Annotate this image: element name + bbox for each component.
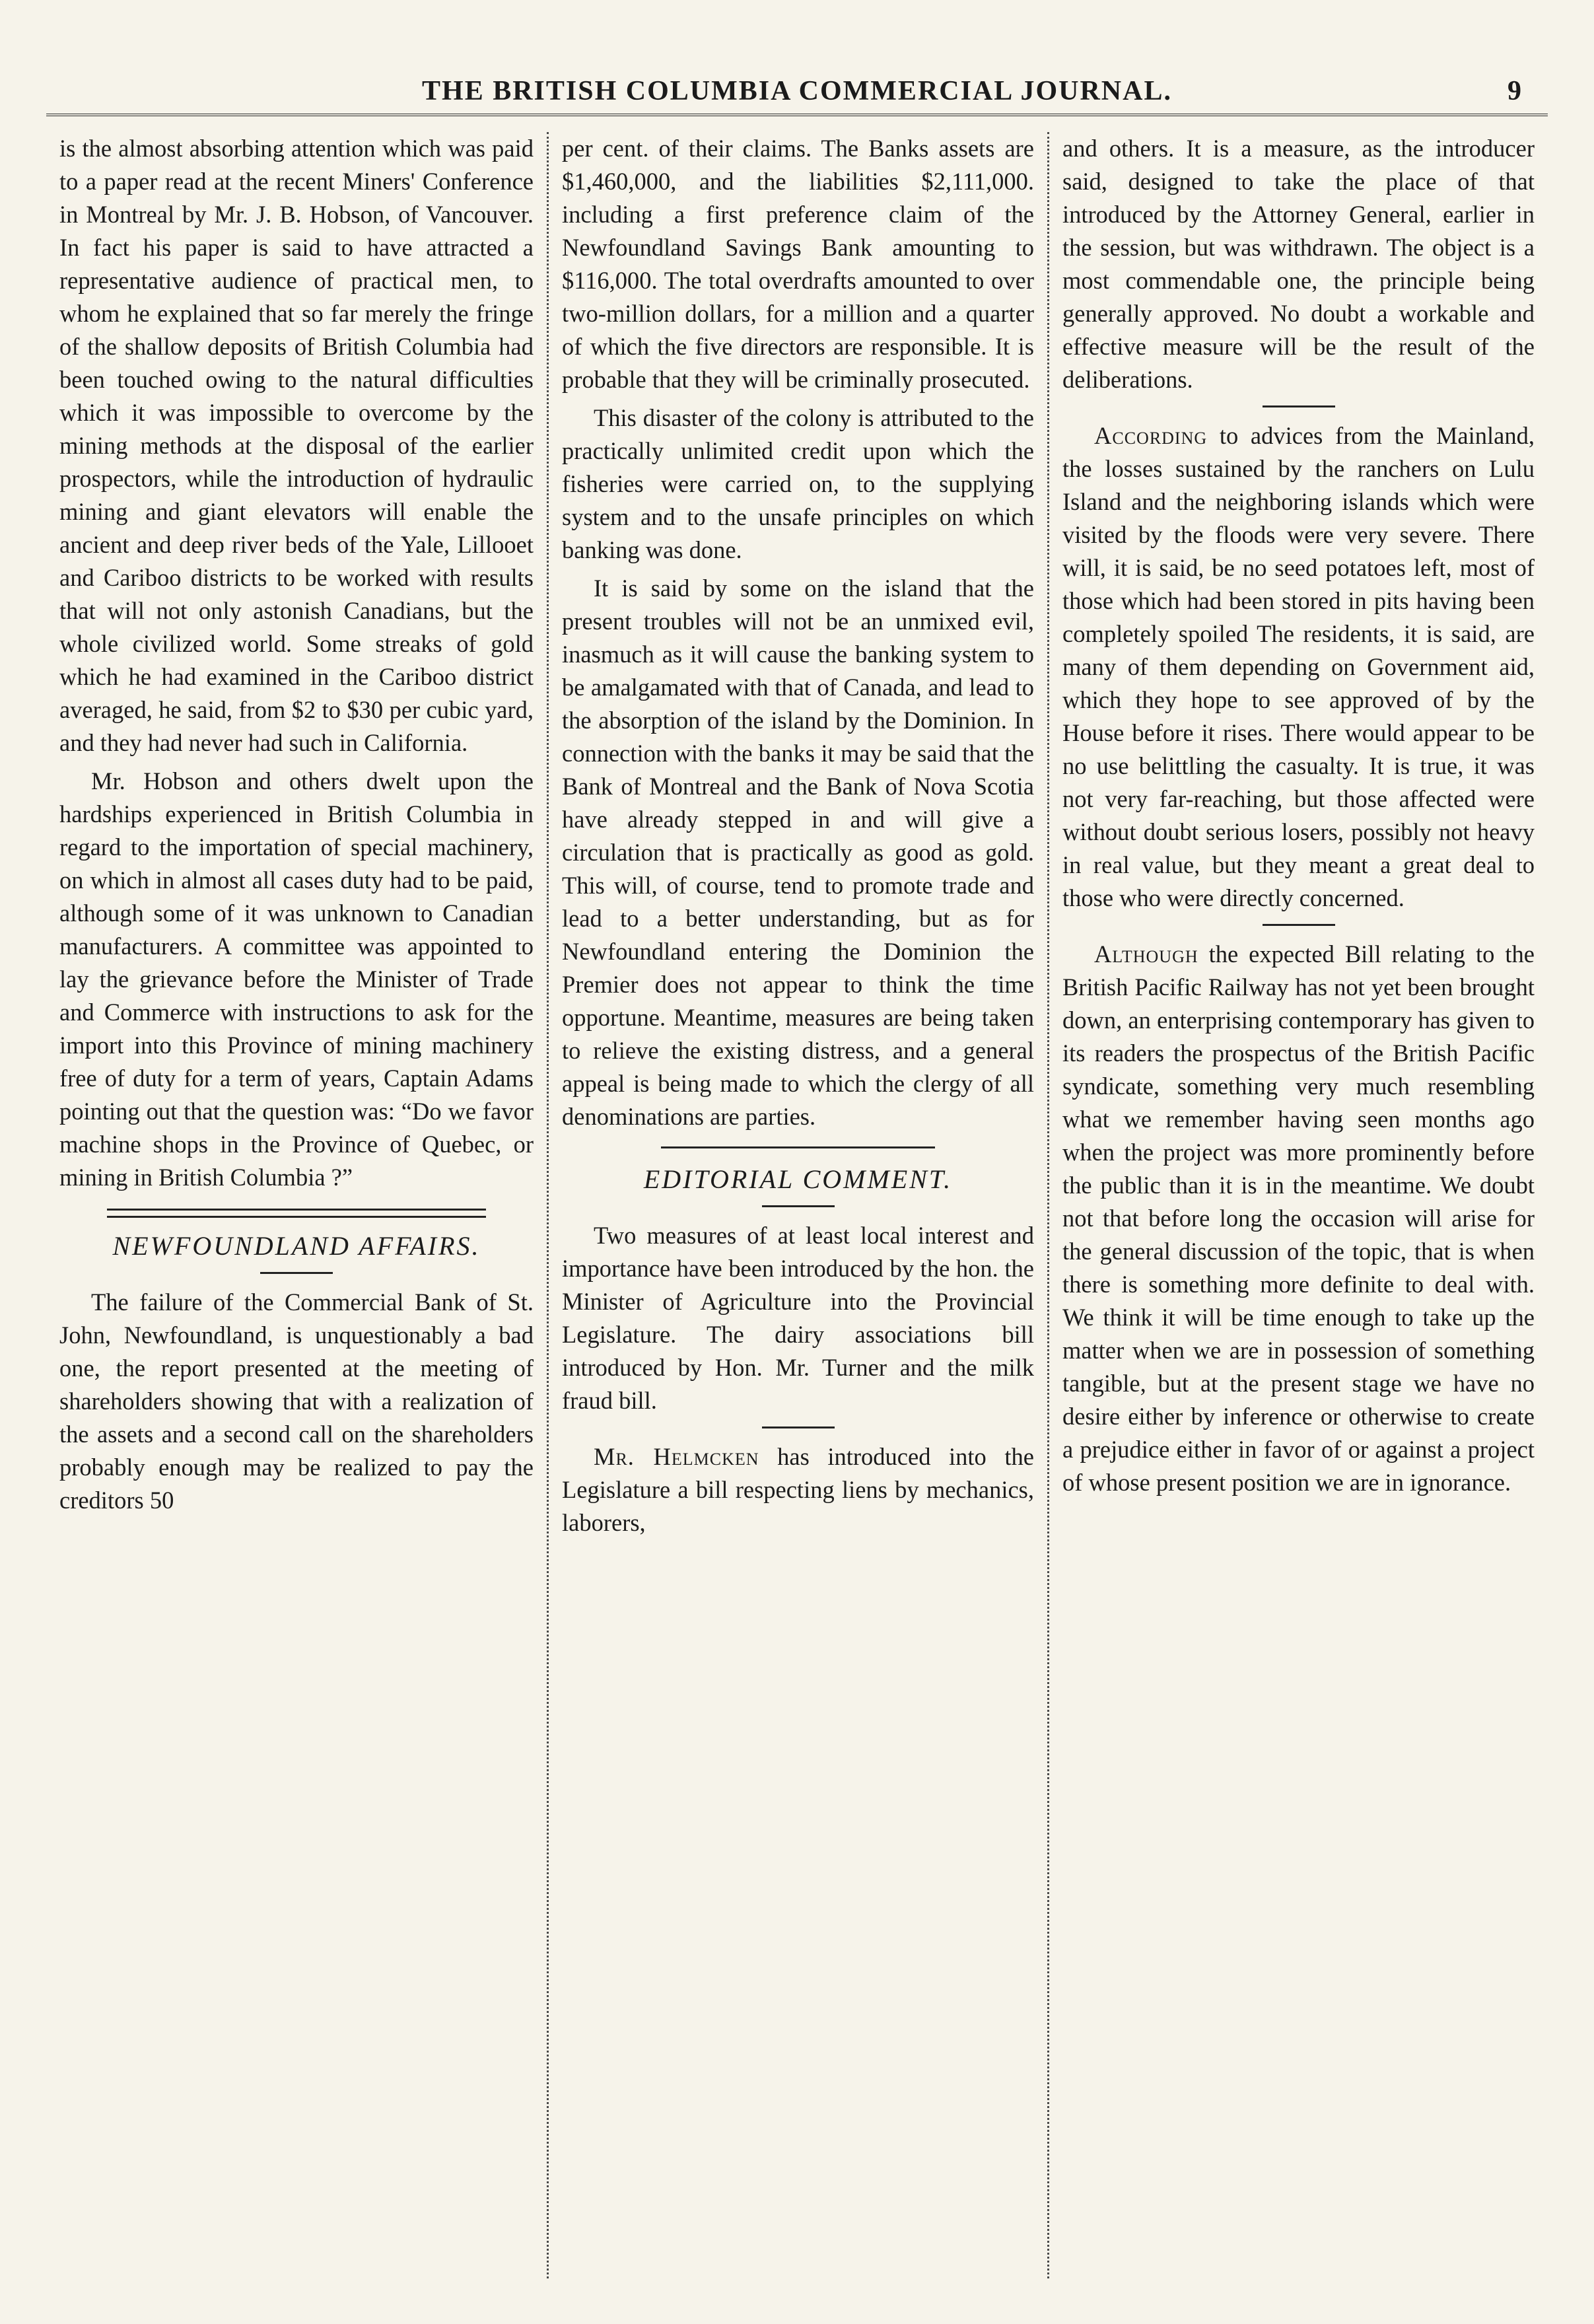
short-rule	[762, 1205, 835, 1207]
article-paragraph: It is said by some on the island that the present troubles will not be an unmixed evil, inasmuch as it will cause the banking system to be amalgamated with that of Canada, and lead to the absorption of the island by the Dominion. In connection with the banks it may be said that the Bank of Montreal and the Bank of Nova Scotia have already stepped in and will give a circulation that is practically as good as gold. This will, of course, tend to promote trade and lead to a better understanding, but as for Newfoundland entering the Dominion the Premier does not appear to think the time opportune. Meantime, measures are being taken to relieve the existing distress, and a general appeal is being made to which the clergy of all denominations are parties.	[562, 575, 1034, 1130]
journal-title: THE BRITISH COLUMBIA COMMERCIAL JOURNAL.	[422, 76, 1172, 106]
lead-in: Although	[1094, 940, 1198, 968]
section-heading-editorial: EDITORIAL COMMENT.	[643, 1164, 953, 1194]
short-rule	[1263, 924, 1335, 926]
lead-in: Mr. Helmcken	[594, 1443, 759, 1470]
short-rule	[1263, 405, 1335, 407]
column-3	[1047, 132, 1548, 2278]
article-paragraph	[1062, 938, 1535, 1499]
lead-in: According	[1094, 422, 1208, 449]
article-paragraph	[1062, 419, 1535, 915]
column-2	[547, 132, 1047, 2278]
article-paragraph: This disaster of the colony is attributed to the practically unlimited credit upon which the fisheries were carried on, to the supplying system and to the unsafe principles on which banking was done.	[562, 404, 1034, 563]
header-rule	[46, 114, 1548, 116]
short-rule	[260, 1272, 333, 1274]
paragraph-text: the expected Bill relating to the British Pacific Railway has not yet been brought down, an enterprising contemporary has given to its readers the prospectus of the British Pacific syndicate, something very much resembling what we remember having seen months ago when the project was more prominently before the public than it is in the meantime. We doubt not that before long the occasion will arise for the general discussion of the topic, that is when there is something more definite to deal with. We think it will be time enough to take up the matter when we are in possession of something tangible, but at the present stage we have no desire either by inference or otherwise to create a prejudice either in favor of or against a project of whose present position we are in ignorance.	[1062, 940, 1535, 1496]
article-columns	[46, 132, 1548, 2278]
article-paragraph	[562, 1440, 1034, 1539]
short-rule	[762, 1426, 835, 1428]
page-number: 9	[1507, 76, 1521, 106]
paragraph-text: has introduced into the Legislature a bill respecting liens by mechanics, laborers,	[562, 1443, 1034, 1536]
article-paragraph: per cent. of their claims. The Banks assets are $1,460,000, and the liabilities $2,111,000. including a first preference claim of the Newfoundland Savings Bank amounting to $116,000. The total overdrafts amounted to over two-million dollars, for a million and a quarter of which the five directors are responsible. It is probable that they will be criminally prosecuted.	[562, 135, 1034, 393]
article-paragraph: Two measures of at least local interest and importance have been introduced by the hon. the Minister of Agriculture into the Provincial Legislature. The dairy associations bill introduced by Hon. Mr. Turner and the milk fraud bill.	[562, 1222, 1034, 1414]
section-divider	[661, 1146, 935, 1148]
paragraph-text: to advices from the Mainland, the losses sustained by the ranchers on Lulu Island and the neighboring islands which were visited by the floods were very severe. There will, it is said, be no seed potatoes left, most of those which had been stored in pits having been completely spoiled The residents, it is said, are many of them depending on Government aid, which they hope to see approved of by the House before it rises. There would appear to be no use belittling the casualty. It is true, it was not very far-reaching, but those affected were without doubt serious losers, possibly not heavy in real value, but they meant a great deal to those who were directly concerned.	[1062, 422, 1535, 911]
section-heading-newfoundland: NEWFOUNDLAND AFFAIRS.	[112, 1231, 481, 1261]
article-paragraph: The failure of the Commercial Bank of St. John, Newfoundland, is unquestionably a bad one, the report presented at the meeting of shareholders showing that with a realization of the assets and a second call on the shareholders probably enough may be realized to pay the creditors 50	[59, 1288, 534, 1514]
article-paragraph: is the almost absorbing attention which was paid to a paper read at the recent Miners' Conference in Montreal by Mr. J. B. Hobson, of Vancouver. In fact his paper is said to have attracted a representative audience of practical men, to whom he explained that so far merely the fringe of the shallow deposits of British Columbia had been touched owing to the natural difficulties which it was impossible to overcome by the mining methods at the disposal of the earlier prospectors, while the introduction of hydraulic mining and giant elevators will enable the ancient and deep river beds of the Yale, Lillooet and Cariboo districts to be worked with results that will not only astonish Canadians, but the whole civilized world. Some streaks of gold which he had examined in the Cariboo district averaged, he said, from $2 to $30 per cubic yard, and they had never had such in California.	[59, 135, 534, 756]
page-header	[46, 61, 1548, 107]
article-paragraph: Mr. Hobson and others dwelt upon the hardships experienced in British Columbia in regard to the importation of special machinery, on which in almost all cases duty had to be paid, although some of it was unknown to Canadian manufacturers. A committee was appointed to lay the grievance before the Minister of Trade and Commerce with instructions to ask for the import into this Province of mining machinery free of duty for a term of years, Captain Adams pointing out that the question was: “Do we favor machine shops in the Province of Quebec, or mining in British Columbia ?”	[59, 767, 534, 1191]
article-paragraph: and others. It is a measure, as the introducer said, designed to take the place of that introduced by the Attorney General, earlier in the session, but was withdrawn. The object is a most commendable one, the principle being generally approved. No doubt a workable and effective measure will be the result of the deliberations.	[1062, 135, 1535, 393]
section-divider	[107, 1209, 486, 1218]
column-1	[46, 132, 547, 2278]
